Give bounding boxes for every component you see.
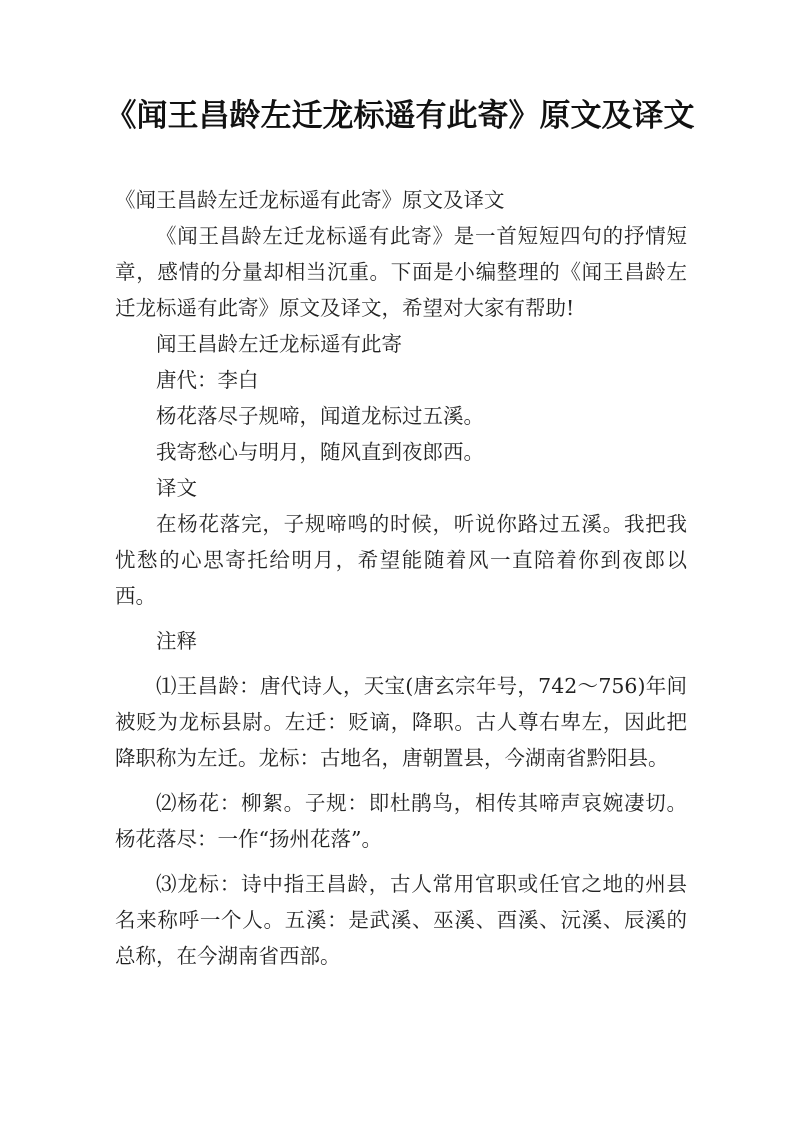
document-title: 《闻王昌龄左迁龙标遥有此寄》原文及译文 (105, 98, 695, 134)
poem-line-1: 杨花落尽子规啼，闻道龙标过五溪。 (156, 404, 484, 428)
note-1: ⑴王昌龄：唐代诗人，天宝(唐玄宗年号，742～756)年间被贬为龙标县尉。左迁：贬谪，降职。古人尊右卑左，因此把降职称为左迁。龙标：古地名，唐朝置县，今湖南省黔阳县。 (115, 674, 687, 770)
note-2: ⑵杨花：柳絮。子规：即杜鹃鸟，相传其啼声哀婉凄切。杨花落尽：一作“扬州花落”。 (115, 791, 687, 851)
translation-paragraph: 在杨花落完，子规啼鸣的时候，听说你路过五溪。我把我忧愁的心思寄托给明月，希望能随着风一直陪着你到夜郎以西。 (115, 512, 687, 608)
document-body (115, 182, 687, 974)
poem-author: 唐代：李白 (156, 368, 259, 392)
note-3: ⑶龙标：诗中指王昌龄，古人常用官职或任官之地的州县名来称呼一个人。五溪：是武溪、巫溪、酉溪、沅溪、辰溪的总称，在今湖南省西部。 (115, 872, 687, 968)
article-heading: 《闻王昌龄左迁龙标遥有此寄》原文及译文 (115, 188, 505, 212)
translation-heading: 译文 (156, 476, 197, 500)
poem-title: 闻王昌龄左迁龙标遥有此寄 (156, 332, 402, 356)
poem-line-2: 我寄愁心与明月，随风直到夜郎西。 (156, 440, 484, 464)
intro-paragraph: 《闻王昌龄左迁龙标遥有此寄》是一首短短四句的抒情短章，感情的分量却相当沉重。下面是小编整理的《闻王昌龄左迁龙标遥有此寄》原文及译文，希望对大家有帮助! (115, 224, 687, 320)
notes-heading: 注释 (156, 629, 197, 653)
